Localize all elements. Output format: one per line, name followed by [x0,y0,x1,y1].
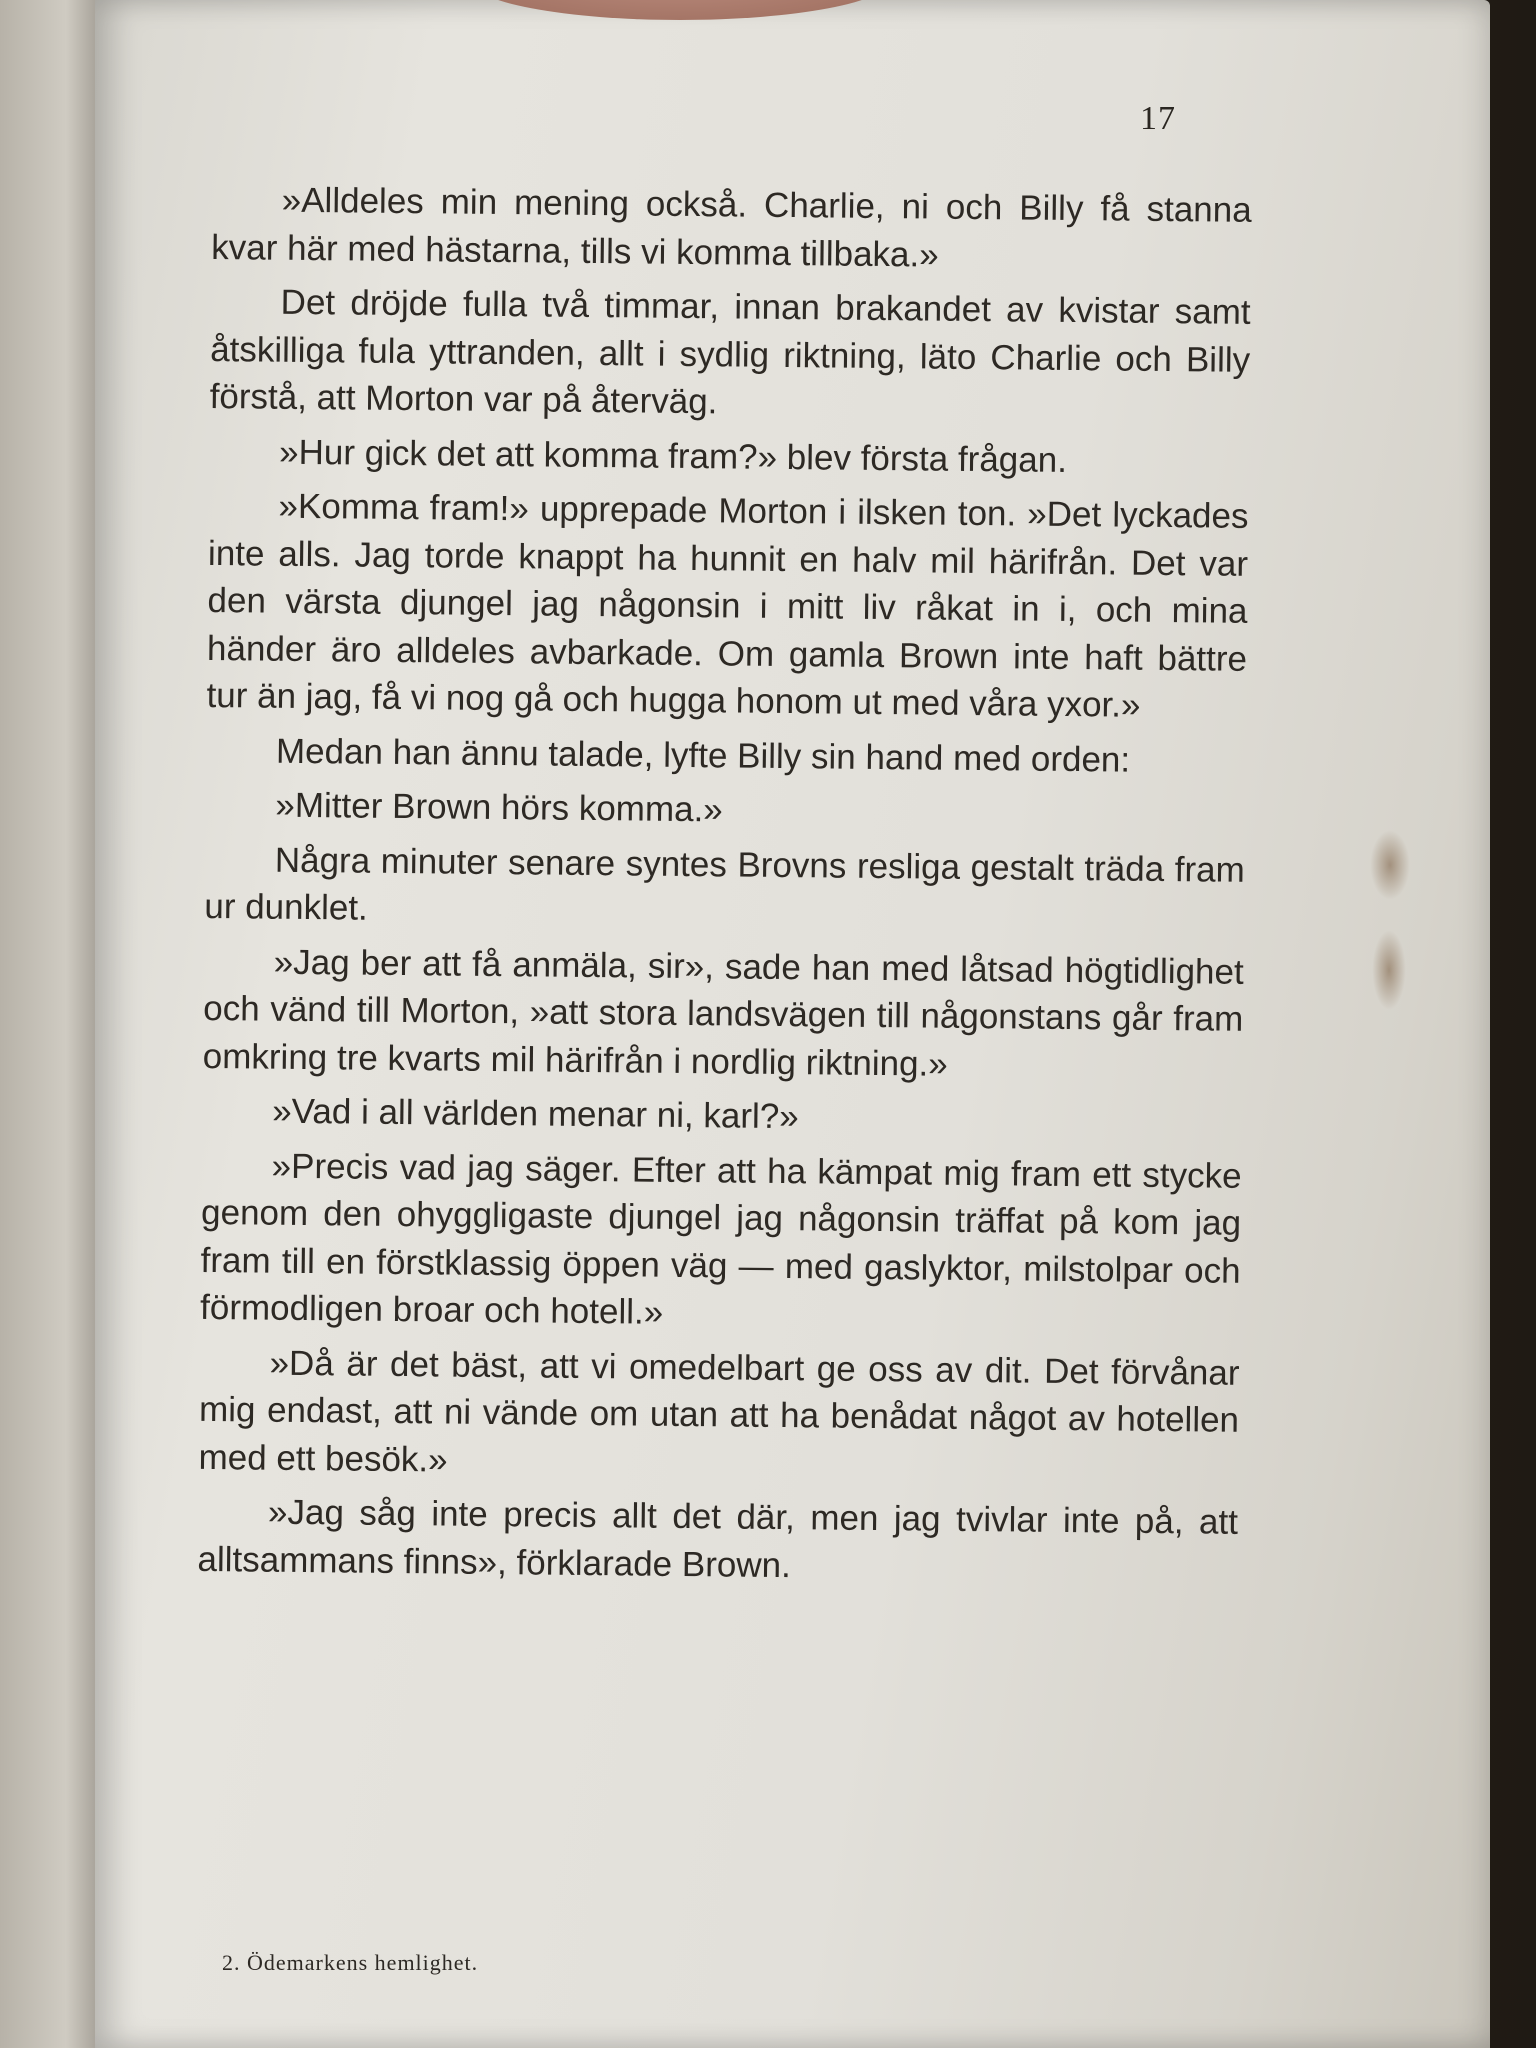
paragraph: »Jag ber att få anmäla, sir», sade han med låtsad högtidlighet och vänd till Morton, »att stora landsvägen till någonstans går fram omkring tre kvarts mil härifrån i nordlig riktning.» [202,942,1244,1084]
paragraph: »Komma fram!» upprepade Morton i ilsken ton. »Det lyckades inte alls. Jag torde knappt ha hunnit en halv mil härifrån. Det var den värsta djungel jag någonsin i mitt liv råkat in i, och mina händer äro alldeles avbarkade. Om gamla Brown inte haft bättre tur än jag, få vi nog gå och hugga honom ut med våra yxor.» [206,486,1249,725]
paragraph: »Hur gick det att komma fram?» blev första frågan. [278,432,1068,480]
stain-mark [1370,830,1410,900]
body-text [197,176,1252,1601]
footer-signature: 2. Ödemarkens hemlighet. [222,1950,479,1975]
paragraph: »Mitter Brown hörs komma.» [275,785,723,830]
paragraph: »Då är det bäst, att vi omedelbart ge oss av dit. Det förvånar mig endast, att ni vände om utan att ha benådat något av hotellen med ett besök.» [198,1343,1240,1480]
paragraph: »Vad i all världen menar ni, karl?» [272,1091,799,1137]
page-number: 17 [1140,100,1176,137]
paragraph: Det dröjde fulla två timmar, innan brakandet av kvistar samt åtskilliga fula yttranden, allt i sydlig riktning, läto Charlie och Billy förstå, att Morton var på återväg. [209,282,1251,422]
paragraph: »Precis vad jag säger. Efter att ha kämpat mig fram ett stycke genom den ohyggligaste djungel jag någonsin träffat på kom jag fram till en förstklassig öppen väg — med gaslyktor, milstolpar och förmodligen broar och hotell.» [199,1146,1242,1332]
stain-mark [1372,930,1406,1010]
paragraph: Medan han ännu talade, lyfte Billy sin hand med orden: [275,731,1131,780]
paragraph: »Jag såg inte precis allt det där, men jag tvivlar inte på, att alltsammans finns», förklarade Brown. [197,1492,1239,1585]
paragraph: »Alldeles min mening också. Charlie, ni och Billy få stanna kvar här med hästarna, tills vi komma tillbaka.» [211,180,1252,275]
paragraph: Några minuter senare syntes Brovns resliga gestalt träda fram ur dunklet. [204,840,1245,928]
